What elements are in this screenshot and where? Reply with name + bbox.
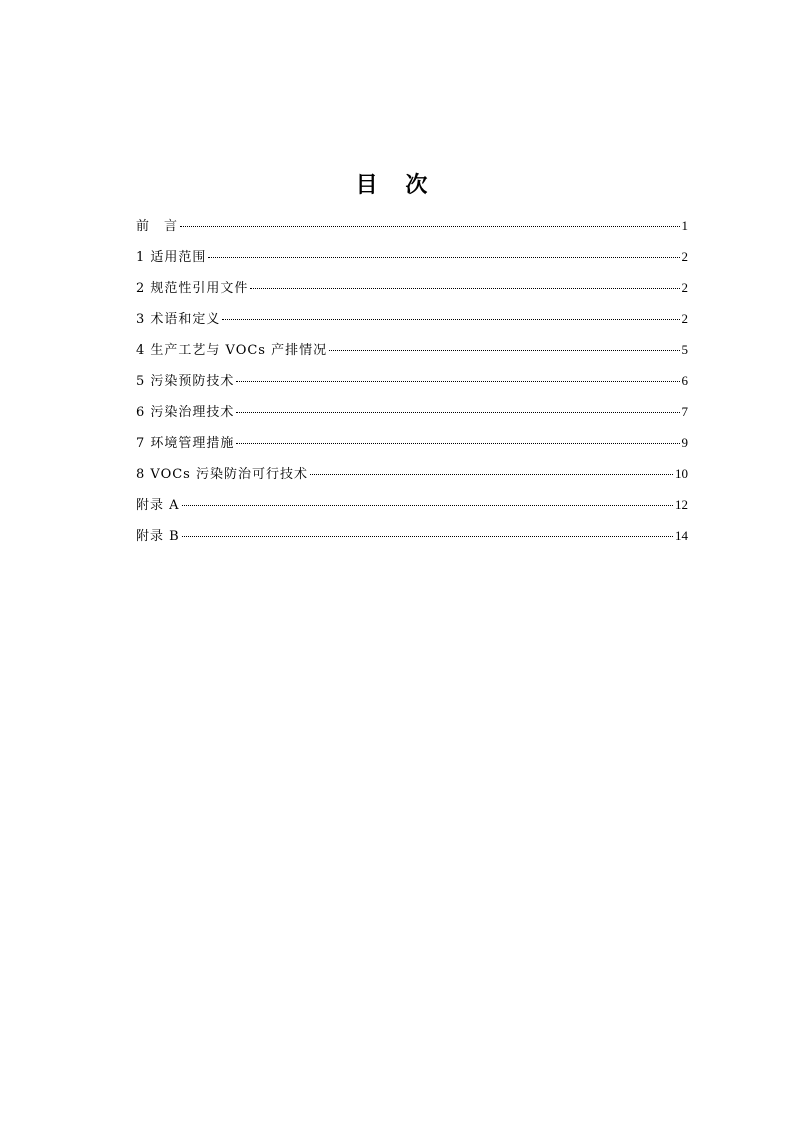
toc-entry-pollution-treatment[interactable] bbox=[136, 398, 688, 429]
toc-page-number: 6 bbox=[681, 373, 688, 388]
toc-entry-label: 前 言 bbox=[136, 219, 179, 234]
toc-page-number: 9 bbox=[681, 435, 688, 450]
dot-leader bbox=[236, 381, 679, 382]
toc-entry-normative-references[interactable] bbox=[136, 274, 688, 305]
toc-entry-label: 附录 A bbox=[136, 498, 180, 513]
toc-page-number: 7 bbox=[681, 404, 688, 419]
toc-entry-feasible-techniques[interactable] bbox=[136, 460, 688, 491]
toc-page-number: 14 bbox=[675, 528, 688, 543]
toc-entry-label: 2 规范性引用文件 bbox=[136, 281, 249, 296]
toc-entry-terms-definitions[interactable] bbox=[136, 305, 688, 336]
dot-leader bbox=[236, 412, 679, 413]
toc-entry-label: 6 污染治理技术 bbox=[136, 405, 235, 420]
dot-leader bbox=[222, 319, 679, 320]
toc-page-number: 1 bbox=[681, 218, 688, 233]
toc-entry-process-emissions[interactable] bbox=[136, 336, 688, 367]
toc-page-number: 2 bbox=[681, 311, 688, 326]
toc-title: 目 次 bbox=[355, 173, 438, 198]
toc-entry-scope[interactable] bbox=[136, 243, 688, 274]
dot-leader bbox=[329, 350, 679, 351]
dot-leader bbox=[182, 505, 673, 506]
table-of-contents bbox=[136, 212, 688, 553]
toc-entry-appendix-a[interactable] bbox=[136, 491, 688, 522]
toc-entry-label: 3 术语和定义 bbox=[136, 312, 221, 327]
toc-entry-label: 1 适用范围 bbox=[136, 250, 207, 265]
toc-entry-label: 8 VOCs 污染防治可行技术 bbox=[136, 467, 308, 482]
dot-leader bbox=[250, 288, 679, 289]
dot-leader bbox=[310, 474, 673, 475]
toc-page-number: 5 bbox=[681, 342, 688, 357]
toc-page-number: 2 bbox=[681, 249, 688, 264]
toc-entry-label: 附录 B bbox=[136, 529, 180, 544]
dot-leader bbox=[236, 443, 679, 444]
toc-entry-label: 7 环境管理措施 bbox=[136, 436, 235, 451]
toc-entry-pollution-prevention[interactable] bbox=[136, 367, 688, 398]
toc-page-number: 10 bbox=[675, 466, 688, 481]
dot-leader bbox=[180, 226, 679, 227]
toc-entry-label: 5 污染预防技术 bbox=[136, 374, 235, 389]
toc-entry-foreword[interactable] bbox=[136, 212, 688, 243]
toc-page-number: 2 bbox=[681, 280, 688, 295]
toc-page-number: 12 bbox=[675, 497, 688, 512]
dot-leader bbox=[208, 257, 679, 258]
toc-entry-environmental-management[interactable] bbox=[136, 429, 688, 460]
toc-entry-appendix-b[interactable] bbox=[136, 522, 688, 553]
dot-leader bbox=[182, 536, 673, 537]
toc-entry-label: 4 生产工艺与 VOCs 产排情况 bbox=[136, 343, 328, 358]
